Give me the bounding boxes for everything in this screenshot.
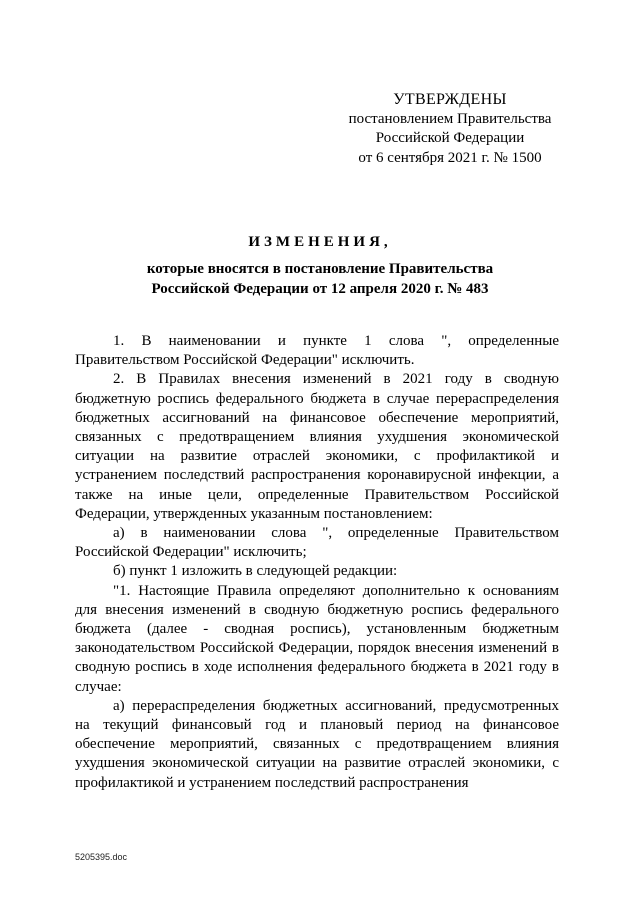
paragraph: а) в наименовании слова ", определенные Правительством Российской Федерации" исключить;	[75, 525, 559, 561]
subtitle-line: которые вносятся в постановление Правительства	[146, 261, 494, 277]
paragraph: а) перераспределения бюджетных ассигнований, предусмотренных на текущий финансовый год и плановый период на финансовое обеспечение мероприятий, связанных с предотвращением влияния ухудшения экономической ситуации на развитие отраслей экономики, с профилактикой и устранением последствий распространения	[75, 697, 559, 791]
paragraph: "1. Настоящие Правила определяют дополнительно к основаниям для внесения изменений в сводную бюджетную роспись федерального бюджета (далее - сводная роспись), установленным бюджетным законодательством Российской Федерации, порядок внесения изменений в сводную роспись в ходе исполнения федерального бюджета в 2021 году в случае:	[75, 582, 559, 695]
document-title: ИЗМЕНЕНИЯ,	[248, 234, 392, 250]
paragraph: б) пункт 1 изложить в следующей редакции:	[113, 563, 398, 580]
paragraph: 1. В наименовании и пункте 1 слова ", определенные Правительством Российской Федерации" исключить.	[75, 333, 559, 369]
approval-line: постановлением Правительства	[348, 110, 552, 127]
document-body	[75, 332, 559, 793]
file-name-footer: 5205395.doc	[75, 852, 128, 862]
approval-line: Российской Федерации	[375, 130, 525, 146]
approval-heading: УТВЕРЖДЕНЫ	[393, 91, 507, 108]
approval-stamp	[340, 90, 560, 168]
subtitle-line: Российской Федерации от 12 апреля 2020 г. № 483	[151, 281, 489, 297]
paragraph: 2. В Правилах внесения изменений в 2021 году в сводную бюджетную роспись федерального бюджета в случае перераспределения бюджетных ассигнований на финансовое обеспечение мероприятий, связанных с предотвращением влияния ухудшения экономической ситуации на развитие отраслей экономики, с профилактикой и устранением последствий распространения коронавирусной инфекции, а также на иные цели, определенные Правительством Российской Федерации, утвержденных указанным постановлением:	[75, 371, 559, 522]
approval-date: от 6 сентября 2021 г. № 1500	[358, 149, 542, 166]
document-subtitle	[100, 259, 540, 299]
